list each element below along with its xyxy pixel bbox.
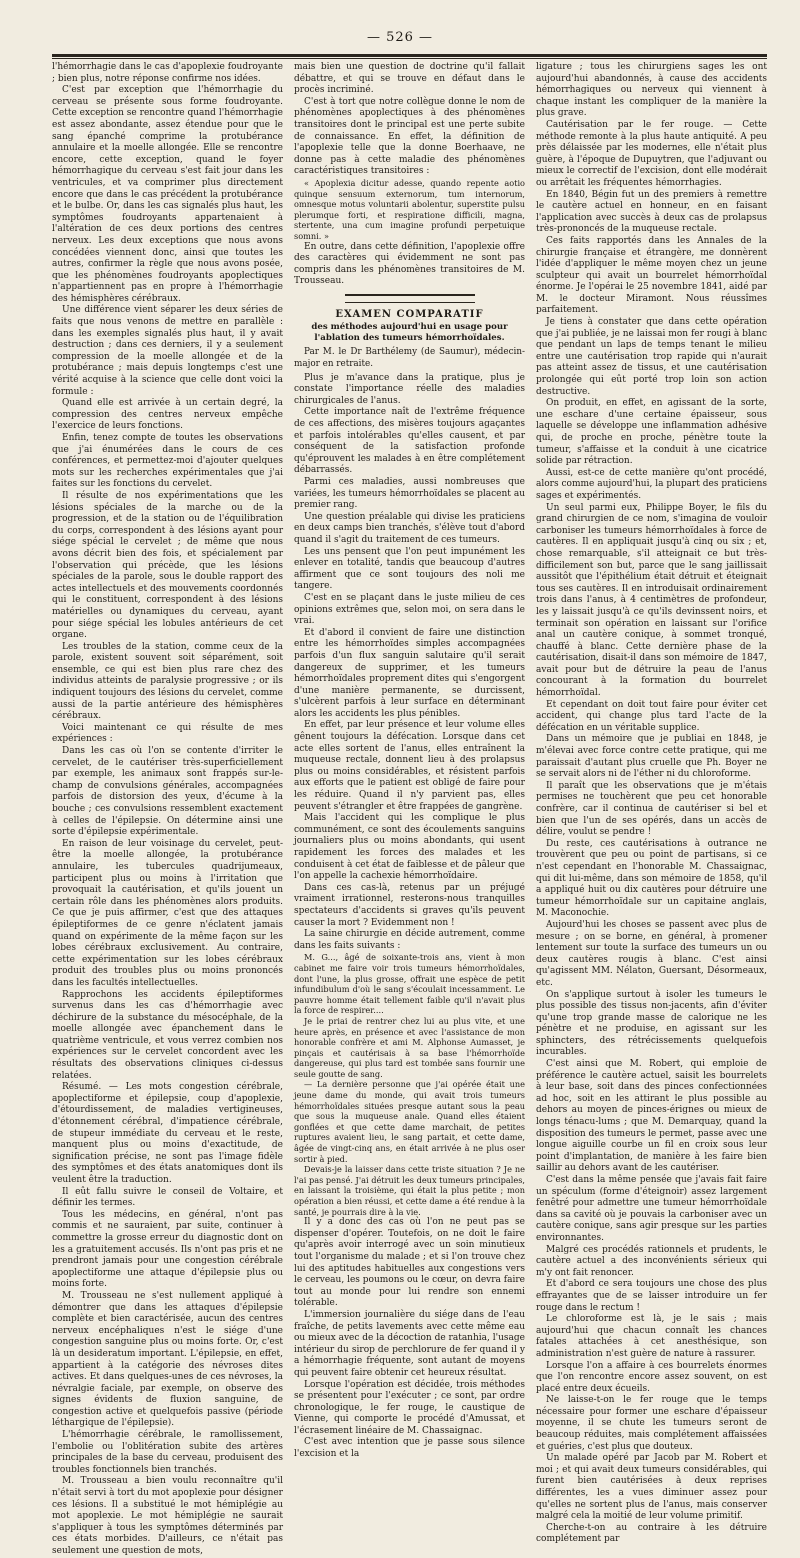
paragraph: Rapprochons les accidents épileptiformes survenus dans les cas d'hémorrhagie avec déchirure de la substance du mésocéphale, de la moelle allongée avec épanchement dans le quatrième ventricule, et vous verrez combien nos expériences sur le cervelet concordent avec les résultats des observations cliniques ci-dessus relatées. [52, 989, 283, 1081]
page-number: — 526 — [366, 30, 434, 45]
paragraph: En outre, dans cette définition, l'apoplexie offre des caractères qui évidemment ne sont pas compris dans les phénomènes transitoires de M. Trousseau. [294, 241, 525, 287]
paragraph: Il résulte de nos expérimentations que les lésions spéciales de la marche ou de la progression, et de la station ou de l'équilibration du corps, correspondent à des lésions ayant pour siége spécial le cervelet ; de même que nous avons décrit bien des fois, et spécialement par l'observation qui précède, que les lésions spéciales de la parole, sous le double rapport des actes intellectuels et des mouvements coordonnés qui le constituent, correspondent à des lésions matérielles ou dynamiques du cerveau, ayant pour siége spécial les lobules antérieurs de cet organe. [52, 490, 283, 641]
paragraph: Les troubles de la station, comme ceux de la parole, existent souvent soit séparément, soit ensemble, ce qui est bien plus rare chez des individus atteints de paralysie progressive ; or ils indiquent toujours des lésions du cervelet, comme aussi de la partie antérieure des hémisphères cérébraux. [52, 641, 283, 722]
paragraph: Du reste, ces cautérisations à outrance ne trouvèrent que peu ou point de partisans, si ce n'est cependant en l'honorable M. Chassaignac, qui dit lui-même, dans son mémoire de 1858, qu'il a appliqué huit ou dix cautères pour détruire une tumeur hémorrhoïdale sur un capitaine anglais, M. Maconochie. [536, 838, 767, 919]
paragraph: Il eût fallu suivre le conseil de Voltaire, et définir les termes. [52, 1186, 283, 1209]
paragraph: Je tiens à constater que dans cette opération que j'ai publiée, je ne laissai mon fer rougi à blanc que pendant un laps de temps tenant le milieu entre une cautérisation trop rapide qui n'aurait pas atteint assez de tissus, et une cautérisation prolongée qui eût porté trop loin son action destructive. [536, 317, 767, 397]
paragraph: Quand elle est arrivée à un certain degré, la compression des centres nerveux empêche l'exercice de leurs fonctions. [52, 398, 283, 432]
paragraph: Une question préalable qui divise les praticiens en deux camps bien tranchés, s'élève tout d'abord quand il s'agit du traitement de ces tumeurs. [294, 511, 525, 545]
paragraph: C'est dans la même pensée que j'avais fait faire un spéculum (forme d'éteignoir) assez largement fenêtré pour admettre une tumeur hémorrhoïdale dans sa cavité où je pouvais la carboniser avec un cautère conique, sans agir presque sur les parties environnantes. [536, 1175, 767, 1243]
paragraph: Une différence vient séparer les deux séries de faits que nous venons de mettre en parallèle : dans les exemples signalés plus haut, il y avait destruction ; dans ces derniers, il y a seulement compression de la moelle allongée et de la protubérance ; mais depuis longtemps c'est une vérité acquise à la science que celle dont voici la formule : [52, 305, 283, 397]
paragraph: Lorsque l'on a affaire à ces bourrelets énormes que l'on rencontre encore assez souvent, on est placé entre deux écueils. [536, 1360, 767, 1394]
paragraph: Un seul parmi eux, Philippe Boyer, le fils du grand chirurgien de ce nom, s'imagina de vouloir carboniser les tumeurs hémorrhoïdales à force de cautères. Il en appliquait jusqu'à cinq ou six ; et, chose remarquable, s'il atteignait ce but très-difficilement son but, parce que le sang jaillissait aussitôt que l'épithélium était détruit et éteignait tous ses cautères. Il en introduisait ordinairement trois dans l'anus, à 4 centimètres de profondeur, les y laissait jusqu'à ce qu'ils devinssent noirs, et terminait son opération en laissant sur l'orifice anal un cautère conique, à sommet tronqué, chauffé à blanc. Cette dernière phase de la cautérisation, disait-il dans son mémoire de 1847, avait pour but de détruire la peau de l'anus concourant à la formation du bourrelet hémorrhoïdal. [536, 502, 767, 699]
paragraph: Résumé. — Les mots congestion cérébrale, apoplectiforme et épilepsie, coup d'apoplexie, d'étourdissement, de maladies vertigineuses, d'étonnement cérébral, d'impatience cérébrale, de stupeur immédiate du cerveau et le reste, manquent plus ou moins d'exactitude, de signification précise, ne sont pas l'image fidèle des symptômes et des états anatomiques dont ils veulent être la traduction. [52, 1082, 283, 1185]
paragraph: mais bien une question de doctrine qu'il fallait débattre, et qui se trouve en défaut dans le procès incriminé. [294, 62, 525, 96]
column-2-top [294, 62, 525, 288]
paragraph: C'est par exception que l'hémorrhagie du cerveau se présente sous forme foudroyante. Cette exception se rencontre quand l'hémorrhagie est assez abondante, assez étendue pour que le sang épanché comprime la protubérance annulaire et la moelle allongée. Elle se rencontre encore, cette exception, quand le foyer hémorrhagique du cerveau s'est fait jour dans les ventricules, et va comprimer plus directement encore que dans le cas précédent la protubérance et le bulbe. Or, dans les cas signalés plus haut, les symptômes foudroyants appartenaient à l'altération de ces deux portions des centres nerveux. Les deux exceptions que nous avons concédées viennent donc, ainsi que toutes les autres, confirmer la règle que nous avons posée, que les phénomènes foudroyants apoplectiques n'appartiennent pas en propre à l'hémorrhagie des hémisphères cérébraux. [52, 85, 283, 304]
paragraph: l'hémorrhagie dans le cas d'apoplexie foudroyante ; bien plus, notre réponse confirme nos idées. [52, 62, 283, 84]
paragraph: Les uns pensent que l'on peut impunément les enlever en totalité, tandis que beaucoup d'autres affirment que ce sont toujours des noli me tangere. [294, 546, 525, 592]
column-2-bottom [294, 373, 525, 1461]
article-title: EXAMEN COMPARATIF [335, 308, 484, 320]
paragraph: Il y a donc des cas où l'on ne peut pas se dispenser d'opérer. Toutefois, on ne doit le faire qu'après avoir interrogé avec un soin minutieux tout l'organisme du malade ; et si l'on trouve chez lui des aptitudes habituelles aux congestions vers le cerveau, les poumons ou le cœur, on devra faire tout au monde pour lui rendre son ennemi tolérable. [294, 1217, 525, 1309]
paragraph: Plus je m'avance dans la pratique, plus je constate l'importance réelle des maladies chirurgicales de l'anus. [294, 372, 525, 406]
paragraph: Voici maintenant ce qui résulte de mes expériences : [52, 722, 283, 745]
paragraph: Malgré ces procédés rationnels et prudents, le cautère actuel a des inconvénients sérieux qui m'y ont fait renoncer. [536, 1244, 767, 1278]
paragraph: ligature ; tous les chirurgiens sages les ont aujourd'hui abandonnés, à cause des accidents hémorrhagiques ou nerveux qui viennent à chaque instant les compliquer de la manière la plus grave. [536, 62, 767, 119]
paragraph: C'est ainsi que M. Robert, qui emploie de préférence le cautère actuel, saisit les bourrelets à leur base, soit dans des pinces confectionnées ad hoc, soit en les attirant le plus possible au dehors au moyen de pinces-érignes ou mieux de longs ténacu-lums ; que M. Demarquay, quand la disposition des tumeurs le permet, passe avec une longue aiguille courbe un fil en croix sous leur point d'implantation, de manière à les faire bien saillir au dehors avant de les cautériser. [536, 1059, 767, 1174]
paragraph: « Apoplexia dicitur adesse, quando repente aotio quinque sensuum externorum, tum internorum, omnesque motus voluntarii abolentur, superstite pulsu plerumque forti, et respiratione difficili, magna, stertente, una cum imagine profundi perpetuique somni. » [294, 177, 525, 241]
paragraph: M. G..., âgé de soixante-trois ans, vient à mon cabinet me faire voir trois tumeurs hémorrhoïdales, dont l'une, la plus grosse, offrait une espèce de petit infundibulum d'où le sang s'écoulait incessamment. Le pauvre homme était tellement faible qu'il n'avait plus la force de respirer.... [294, 952, 525, 1016]
text-columns [52, 62, 767, 1556]
paragraph: Enfin, tenez compte de toutes les observations que j'ai énumérées dans le cours de ces conférences, et permettez-moi d'ajouter quelques mots sur les recherches expérimentales que j'ai faites sur les fonctions du cervelet. [52, 433, 283, 490]
paragraph: Et cependant on doit tout faire pour éviter cet accident, qui change plus tard l'acte de la défécation en un véritable supplice. [536, 699, 767, 733]
paragraph: La saine chirurgie en décide autrement, comme dans les faits suivants : [294, 929, 525, 951]
paragraph: Aujourd'hui les choses se passent avec plus de mesure ; on se borne, en général, à promener lentement sur toute la surface des tumeurs un ou deux cautères rougis à blanc. C'est ainsi qu'agissent MM. Nélaton, Guersant, Désormeaux, etc. [536, 919, 767, 988]
article-byline: Par M. le Dr Barthélemy (de Saumur), médecin-major en retraite. [294, 347, 525, 370]
article-subtitle: des méthodes aujourd'hui en usage pour l'ablation des tumeurs hémorrhoïdales. [311, 322, 508, 343]
paragraph: Lorsque l'opération est décidée, trois méthodes se présentent pour l'exécuter ; ce sont, par ordre chronologique, le fer rouge, le caustique de Vienne, qui comporte le procédé d'Amussat, et l'écrasement linéaire de M. Chassaignac. [294, 1379, 525, 1436]
paragraph: Cherche-t-on au contraire à les détruire complétement par [536, 1522, 767, 1545]
paragraph: Parmi ces maladies, aussi nombreuses que variées, les tumeurs hémorrhoïdales se placent au premier rang. [294, 477, 525, 511]
paragraph: C'est à tort que notre collègue donne le nom de phénomènes apoplectiques à des phénomènes transitoires dont le principal est une perte subite de connaissance. En effet, la définition de l'apoplexie telle que la donne Boerhaave, ne donne pas à cette maladie des phénomènes caractéristiques transitoires : [294, 96, 525, 177]
column-1 [52, 62, 283, 1556]
paragraph: En effet, par leur présence et leur volume elles gênent toujours la défécation. Lorsque dans cet acte elles sortent de l'anus, elles entraînent la muqueuse rectale, donnent lieu à des prolapsus plus ou moins considérables, et résistent parfois aux efforts que le patient est obligé de faire pour les réduire. Quand il n'y parvient pas, elles peuvent s'étrangler et être frappées de gangrène. [294, 720, 525, 812]
paragraph: Le chloroforme est là, je le sais ; mais aujourd'hui que chacun connaît les chances fatales attachées à cet anesthésique, son administration n'est guère de nature à rassurer. [536, 1314, 767, 1359]
column-2 [294, 62, 525, 1460]
paragraph: On produit, en effet, en agissant de la sorte, une eschare d'une certaine épaisseur, sous laquelle se développe une inflammation adhésive qui, de proche en proche, pénètre toute la tumeur, s'affaisse et la conduit à une cicatrice solide par rétraction. [536, 398, 767, 467]
paragraph: En raison de leur voisinage du cervelet, peut-être la moelle allongée, la protubérance annulaire, les tubercules quadrijumeaux, participent plus ou moins à l'irritation que provoquait la cautérisation, et qu'ils jouent un certain rôle dans les phénomènes alors produits. Ce que je puis affirmer, c'est que des attaques épileptiformes de ce genre n'éclatent jamais quand on expérimente de la même façon sur les lobes cérébraux exclusivement. Au contraire, cette expérimentation sur les lobes cérébraux produit des troubles plus ou moins prononcés dans les facultés intellectuelles. [52, 838, 283, 988]
paragraph: Et d'abord ce sera toujours une chose des plus effrayantes que de se laisser introduire un fer rouge dans le rectum ! [536, 1279, 767, 1313]
paragraph: En 1840, Bégin fut un des premiers à remettre le cautère actuel en honneur, en en faisant l'application avec succès à deux cas de prolapsus très-prononcés de la muqueuse rectale. [536, 189, 767, 235]
paragraph: L'immersion journalière du siége dans de l'eau fraîche, de petits lavements avec cette même eau ou mieux avec de la décoction de ratanhia, l'usage intérieur du sirop de perchlorure de fer quand il y a hémorrhagie fréquente, sont autant de moyens qui peuvent faire obtenir cet heureux résultat. [294, 1309, 525, 1378]
paragraph: Cette importance naît de l'extrême fréquence de ces affections, des misères toujours agaçantes et parfois intolérables qu'elles causent, et par conséquent de la satisfaction profonde qu'éprouvent les malades à en être complétement débarrassés. [294, 407, 525, 476]
paragraph: Et d'abord il convient de faire une distinction entre les hémorrhoïdes simples accompagnées parfois d'un flux sanguin salutaire qu'il serait dangereux de supprimer, et les tumeurs hémorrhoïdales proprement dites qui s'engorgent d'une manière permanente, se durcissent, s'ulcèrent parfois à leur surface en déterminant alors les accidents les plus pénibles. [294, 627, 525, 719]
section-separator [345, 294, 475, 303]
paragraph: Cautérisation par le fer rouge. — Cette méthode remonte à la plus haute antiquité. A peu près délaissée par les modernes, elle n'était plus guère, à l'époque de Dupuytren, que l'adjuvant ou mieux le correctif de l'excision, dont elle modérait ou arrêtait les fréquentes hémorrhagies. [536, 119, 767, 188]
paragraph: C'est en se plaçant dans le juste milieu de ces opinions extrêmes que, selon moi, on sera dans le vrai. [294, 592, 525, 627]
paragraph: Je le priai de rentrer chez lui au plus vite, et une heure après, en présence et avec l'assistance de mon honorable confrère et ami M. Alphonse Aumasset, je pinçais et cautérisais à sa base l'hémorrhoïde dangereuse, qui plus tard est tombée sans fournir une seule goutte de sang. [294, 1015, 525, 1079]
column-3 [536, 62, 767, 1545]
paragraph: Tous les médecins, en général, n'ont pas commis et ne sauraient, par suite, continuer à commettre la grosse erreur du diagnostic dont on les a gratuitement accusés. Ils n'ont pas pris et ne prendront jamais pour une congestion cérébrale apoplectiforme une attaque d'épilepsie plus ou moins forte. [52, 1209, 283, 1290]
paragraph: Il paraît que les observations que je m'étais permises ne touchèrent que peu cet honorable confrère, car il continua de cautériser si bel et bien que l'un de ses opérés, dans un accès de délire, voulut se pendre ! [536, 780, 767, 838]
paragraph: Dans les cas où l'on se contente d'irriter le cervelet, de le cautériser très-superficiellement par exemple, les animaux sont frappés sur-le-champ de convulsions générales, accompagnées parfois de distorsion des yeux, d'écume à la bouche ; ces convulsions ressemblent exactement à celles de l'épilepsie. On détermine ainsi une sorte d'épilepsie expérimentale. [52, 746, 283, 838]
paragraph: Dans ces cas-là, retenus par un préjugé vraiment irrationnel, resterons-nous tranquilles spectateurs d'accidents si graves qu'ils peuvent causer la mort ? Evidemment non ! [294, 882, 525, 928]
paragraph: — La dernière personne que j'ai opérée était une jeune dame du monde, qui avait trois tumeurs hémorrhoïdales situées presque autant sous la peau que sous la muqueuse anale. Quand elles étaient gonflées et que cette dame marchait, de petites ruptures avaient lieu, le sang partait, et cette dame, âgée de vingt-cinq ans, en était arrivée à ne plus oser sortir à pied. [294, 1079, 525, 1164]
paragraph: L'hémorrhagie cérébrale, le ramollissement, l'embolie ou l'oblitération subite des artères principales de la base du cerveau, produisent des troubles fonctionnels bien tranchés. [52, 1430, 283, 1475]
paragraph: Ces faits rapportés dans les Annales de la chirurgie française et étrangère, me donnèrent l'idée d'appliquer le même moyen chez un jeune sculpteur qui avait un bourrelet hémorrhoïdal énorme. Je l'opérai le 25 novembre 1841, aidé par M. le docteur Miramont. Nous réussîmes parfaitement. [536, 235, 767, 316]
paragraph: Dans un mémoire que je publiai en 1848, je m'élevai avec force contre cette pratique, qui me paraissait d'autant plus cruelle que Ph. Boyer ne se servait alors ni de l'éther ni du chloroforme. [536, 734, 767, 780]
paragraph: Ne laisse-t-on le fer rouge que le temps nécessaire pour former une eschare d'épaisseur moyenne, il se chute les tumeurs seront de beaucoup réduites, mais complétement affaissées et guéries, c'est plus que douteux. [536, 1395, 767, 1452]
paragraph: Un malade opéré par Jacob par M. Robert et moi ; et qui avait deux tumeurs considérables, qui furent bien cautérisées à deux reprises différentes, les a vues diminuer assez pour qu'elles ne sortent plus de l'anus, mais conserver malgré cela la moitié de leur volume primitif. [536, 1453, 767, 1522]
paragraph: Devais-je la laisser dans cette triste situation ? Je ne l'ai pas pensé. J'ai détruit les deux tumeurs principales, en laissant la troisième, qui était la plus petite ; mon opération a bien réussi, et cette dame a été rendue à la santé, je pourrais dire à la vie. [294, 1164, 525, 1217]
paragraph: On s'applique surtout à isoler les tumeurs le plus possible des tissus non-jacents, afin d'éviter qu'une trop grande masse de calorique ne les pénètre et ne produise, en agissant sur les sphincters, des rétrécissements quelquefois incurables. [536, 989, 767, 1058]
paragraph: C'est avec intention que je passe sous silence l'excision et la [294, 1437, 525, 1460]
paragraph: Mais l'accident qui les complique le plus communément, ce sont des écoulements sanguins journaliers plus ou moins abondants, qui usent rapidement les forces des malades et les conduisent à cet état de faiblesse et de pâleur que l'on appelle la cachexie hémorrhoïdaire. [294, 813, 525, 882]
header-rule [52, 54, 767, 59]
paragraph: Aussi, est-ce de cette manière qu'ont procédé, alors comme aujourd'hui, la plupart des praticiens sages et expérimentés. [536, 467, 767, 501]
paragraph: M. Trousseau a bien voulu reconnaître qu'il n'était servi à tort du mot apoplexie pour désigner ces lésions. Il a substitué le mot hémiplégie au mot apoplexie. Le mot hémiplégie ne saurait s'appliquer à tous les symptômes déterminés par ces états morbides. D'ailleurs, ce n'était pas seulement une question de mots, [52, 1476, 283, 1556]
paragraph: M. Trousseau ne s'est nullement appliqué à démontrer que dans les attaques d'épilepsie complète et bien caractérisée, aucun des centres nerveux encéphaliques n'est le siége d'une congestion sanguine plus ou moins forte. Or, c'est là un desideratum important. L'épilepsie, en effet, appartient à la catégorie des névroses dites actives. Et dans quelques-unes de ces névroses, la névralgie faciale, par exemple, on observe des signes évidents de fluxion sanguine, de congestion active et quelquefois passive (période léthargique de l'épilepsie). [52, 1290, 283, 1429]
